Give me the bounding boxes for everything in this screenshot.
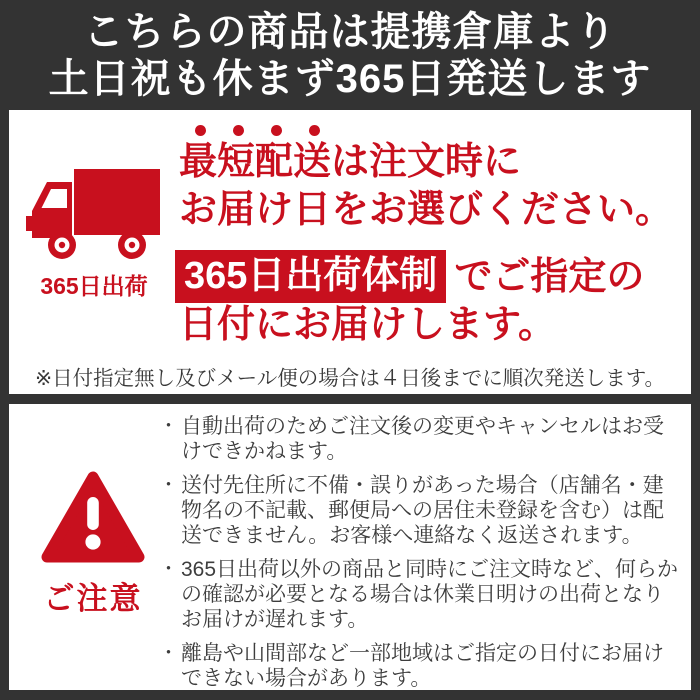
header-line1: こちらの商品は提携倉庫より [83,10,617,54]
caution-item: ・ 送付先住所に不備・誤りがあった場合（店舗名・建物名の不記載、郵便局への居住未登録を含む）は配送できません。お客様へ連絡なく返送されます。 [159,473,683,548]
shipping-heading-line4: 日付にお届けします。 [179,304,556,346]
header-line2: 土日祝も休まず365日発送します [48,57,652,101]
warning-triangle-icon [27,470,159,566]
caution-list [159,414,683,700]
truck-icon [15,168,173,264]
shipping-banner-header [0,0,700,110]
shipping-info-panel [9,110,691,394]
caution-panel [9,404,691,690]
highlight-suffix: でご指定の [454,255,645,298]
shipping-heading-line1: 最短配送は注文時に [179,141,522,183]
shipping-heading-line2: お届け日をお選びください。 [179,189,674,231]
caution-badge [27,470,159,618]
emphasis-dots [195,125,320,136]
caution-badge-label: ご注意 [43,581,143,616]
highlight-badge: 365日出荷体制 [175,250,446,303]
truck-badge-label: 365日出荷 [40,273,148,299]
caution-item: ・ 自動出荷のためご注文後の変更やキャンセルはお受けできかねます。 [159,414,683,464]
truck-badge [15,168,173,301]
shipping-heading-line3 [175,250,644,303]
caution-item: ・ 365日出荷以外の商品と同時にご注文時など、何らかの確認が必要となる場合は休業日明けの出荷となりお届けが遅れます。 [159,557,683,632]
caution-item: ・ 離島や山間部など一部地域はご指定の日付にお届けできない場合があります。 [159,641,683,691]
shipping-note: ※日付指定無し及びメール便の場合は４日後までに順次発送します。 [34,367,666,390]
